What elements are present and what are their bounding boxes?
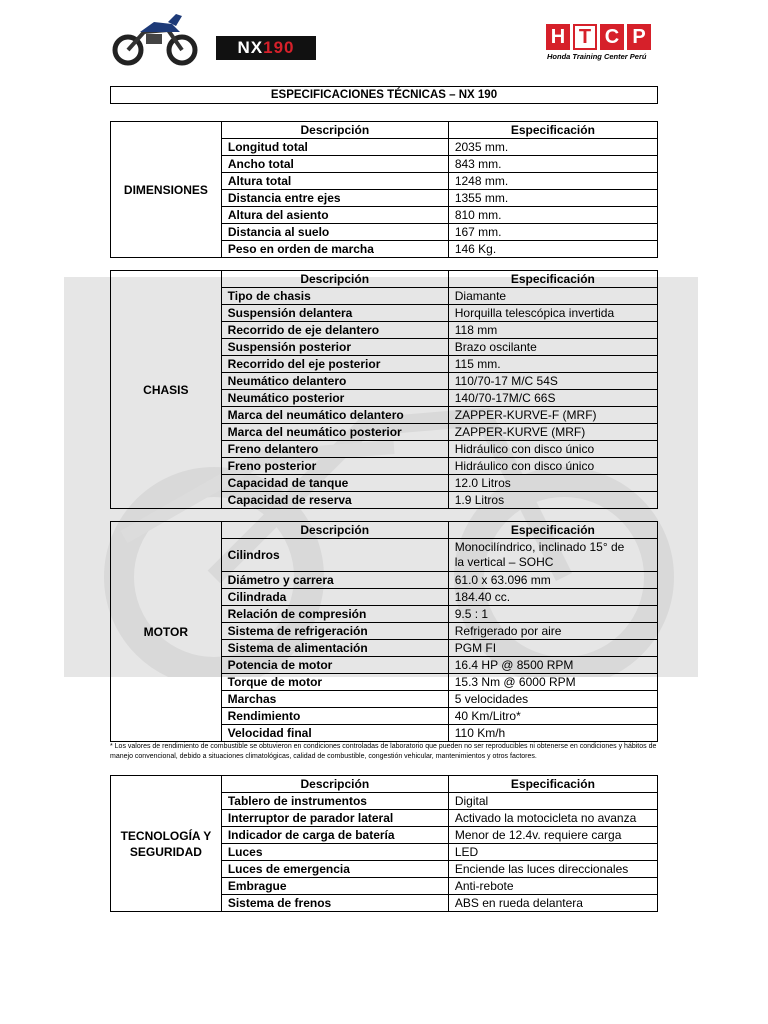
htcp-logo: [546, 24, 651, 61]
spec-value: PGM FI: [448, 640, 657, 657]
spec-label: Marchas: [221, 691, 448, 708]
chasis-table: [110, 270, 658, 509]
spec-value: 5 velocidades: [448, 691, 657, 708]
section-title-line: SEGURIDAD: [129, 844, 202, 859]
spec-label: Sistema de alimentación: [221, 640, 448, 657]
spec-value: 115 mm.: [448, 356, 657, 373]
spec-label: Altura total: [221, 173, 448, 190]
spec-label: Neumático delantero: [221, 373, 448, 390]
spec-value: ZAPPER-KURVE (MRF): [448, 424, 657, 441]
motor-table: [110, 521, 658, 742]
spec-value: 146 Kg.: [448, 241, 657, 258]
spec-value: 12.0 Litros: [448, 475, 657, 492]
col-header-descripcion: Descripción: [221, 776, 448, 793]
spec-value: 810 mm.: [448, 207, 657, 224]
nx190-logo: [216, 36, 316, 60]
spec-value: Diamante: [448, 288, 657, 305]
spec-value: 1355 mm.: [448, 190, 657, 207]
spec-value: Activado la motocicleta no avanza: [448, 810, 657, 827]
htcp-letter: T: [573, 24, 597, 50]
spec-label: Cilindros: [221, 539, 448, 572]
spec-label: Interruptor de parador lateral: [221, 810, 448, 827]
spec-label: Altura del asiento: [221, 207, 448, 224]
spec-label: Capacidad de reserva: [221, 492, 448, 509]
section-tecnologia: [111, 776, 222, 912]
spec-label: Sistema de refrigeración: [221, 623, 448, 640]
col-header-especificacion: Especificación: [448, 776, 657, 793]
col-header-especificacion: Especificación: [448, 522, 657, 539]
spec-value: 843 mm.: [448, 156, 657, 173]
spec-value: Horquilla telescópica invertida: [448, 305, 657, 322]
spec-label: Rendimiento: [221, 708, 448, 725]
col-header-especificacion: Especificación: [448, 122, 657, 139]
section-motor: MOTOR: [111, 522, 222, 742]
col-header-descripcion: Descripción: [221, 122, 448, 139]
spec-label: Potencia de motor: [221, 657, 448, 674]
spec-label: Tablero de instrumentos: [221, 793, 448, 810]
section-dimensiones: DIMENSIONES: [111, 122, 222, 258]
footnote: * Los valores de rendimiento de combustible se obtuvieron en condiciones controladas de laboratorio que pueden no ser reproducibles ni obtenerse en condiciones y hábitos de manejo convencional, debido a situaciones climatológicas, calidad de combustible, congestión vehicular, mantenimientos y otros factores.: [110, 743, 657, 760]
col-header-descripcion: Descripción: [221, 271, 448, 288]
spec-value: 167 mm.: [448, 224, 657, 241]
htcp-subtitle: Honda Training Center Perú: [547, 52, 647, 61]
spec-value: Refrigerado por aire: [448, 623, 657, 640]
spec-value: 118 mm: [448, 322, 657, 339]
spec-label: Marca del neumático posterior: [221, 424, 448, 441]
col-header-descripcion: Descripción: [221, 522, 448, 539]
spec-value: ABS en rueda delantera: [448, 895, 657, 912]
spec-value: 110/70-17 M/C 54S: [448, 373, 657, 390]
motorcycle-icon: [110, 8, 200, 66]
spec-label: Freno posterior: [221, 458, 448, 475]
spec-value: 110 Km/h: [448, 725, 657, 742]
htcp-letter: P: [627, 24, 651, 50]
htcp-letter: H: [546, 24, 570, 50]
section-title-line: TECNOLOGÍA Y: [120, 828, 212, 843]
spec-value: 40 Km/Litro*: [448, 708, 657, 725]
spec-label: Recorrido del eje posterior: [221, 356, 448, 373]
spec-label: Recorrido de eje delantero: [221, 322, 448, 339]
spec-label: Peso en orden de marcha: [221, 241, 448, 258]
spec-value: 184.40 cc.: [448, 589, 657, 606]
spec-value: 1248 mm.: [448, 173, 657, 190]
spec-value: 9.5 : 1: [448, 606, 657, 623]
spec-value: ZAPPER-KURVE-F (MRF): [448, 407, 657, 424]
spec-label: Capacidad de tanque: [221, 475, 448, 492]
col-header-especificacion: Especificación: [448, 271, 657, 288]
htcp-letter: C: [600, 24, 624, 50]
spec-label: Relación de compresión: [221, 606, 448, 623]
spec-value: 61.0 x 63.096 mm: [448, 572, 657, 589]
spec-label: Marca del neumático delantero: [221, 407, 448, 424]
logo-prefix: NX: [237, 38, 264, 57]
spec-value: [448, 539, 657, 572]
spec-value: 15.3 Nm @ 6000 RPM: [448, 674, 657, 691]
spec-label: Tipo de chasis: [221, 288, 448, 305]
spec-value: Brazo oscilante: [448, 339, 657, 356]
spec-label: Luces de emergencia: [221, 861, 448, 878]
spec-label: Freno delantero: [221, 441, 448, 458]
spec-label: Suspensión posterior: [221, 339, 448, 356]
document-title: ESPECIFICACIONES TÉCNICAS – NX 190: [110, 86, 658, 104]
spec-value: Enciende las luces direccionales: [448, 861, 657, 878]
spec-label: Cilindrada: [221, 589, 448, 606]
spec-value: Anti-rebote: [448, 878, 657, 895]
spec-value: LED: [448, 844, 657, 861]
spec-label: Sistema de frenos: [221, 895, 448, 912]
spec-value: Menor de 12.4v. requiere carga: [448, 827, 657, 844]
spec-label: Diámetro y carrera: [221, 572, 448, 589]
spec-label: Velocidad final: [221, 725, 448, 742]
spec-label: Embrague: [221, 878, 448, 895]
spec-label: Longitud total: [221, 139, 448, 156]
spec-value-line: la vertical – SOHC: [454, 555, 554, 569]
spec-label: Distancia al suelo: [221, 224, 448, 241]
section-chasis: CHASIS: [111, 271, 222, 509]
page-header: [0, 0, 768, 80]
spec-value: 140/70-17M/C 66S: [448, 390, 657, 407]
spec-label: Indicador de carga de batería: [221, 827, 448, 844]
spec-label: Suspensión delantera: [221, 305, 448, 322]
spec-value: 2035 mm.: [448, 139, 657, 156]
spec-label: Ancho total: [221, 156, 448, 173]
spec-value: Hidráulico con disco único: [448, 458, 657, 475]
spec-value: Digital: [448, 793, 657, 810]
spec-value: 1.9 Litros: [448, 492, 657, 509]
spec-value: Hidráulico con disco único: [448, 441, 657, 458]
dimensiones-table: [110, 121, 658, 258]
spec-label: Distancia entre ejes: [221, 190, 448, 207]
spec-value-line: Monocilíndrico, inclinado 15° de: [454, 540, 625, 554]
spec-label: Luces: [221, 844, 448, 861]
spec-label: Torque de motor: [221, 674, 448, 691]
logo-suffix: 190: [263, 38, 295, 57]
spec-label: Neumático posterior: [221, 390, 448, 407]
spec-value: 16.4 HP @ 8500 RPM: [448, 657, 657, 674]
tecnologia-table: [110, 775, 658, 912]
